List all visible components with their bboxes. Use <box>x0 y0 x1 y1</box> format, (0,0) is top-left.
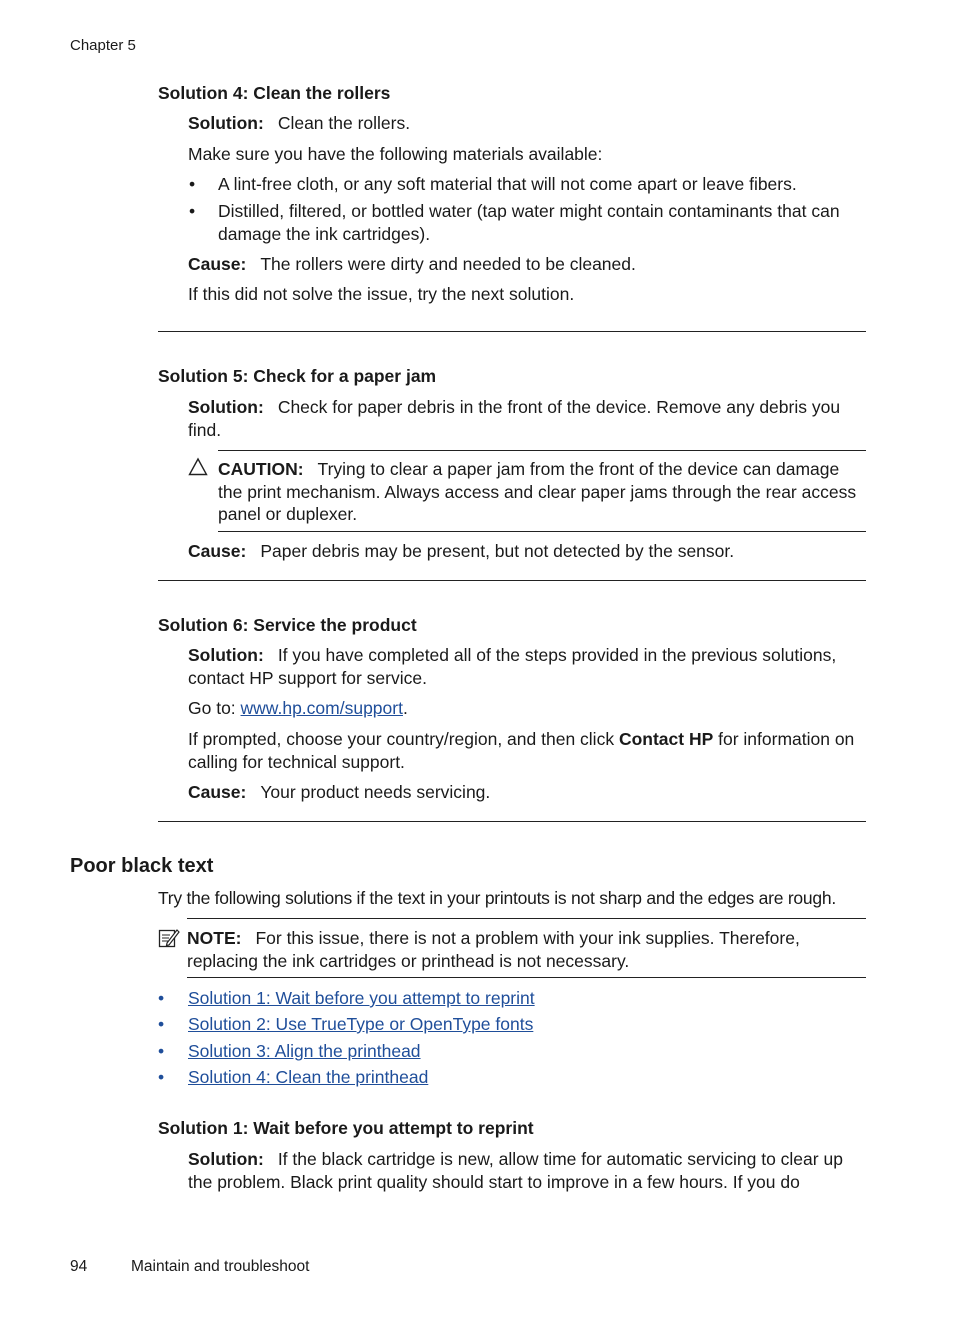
solution-4-heading: Solution 4: Clean the rollers <box>158 83 391 103</box>
solution-label: Solution: <box>188 113 264 133</box>
note-label: NOTE: <box>187 928 242 948</box>
note-box <box>187 927 868 972</box>
solution-4-cause <box>188 253 868 276</box>
goto-suffix: . <box>402 698 408 718</box>
cause-label: Cause: <box>188 782 247 802</box>
materials-intro: Make sure you have the following materials available: <box>188 144 603 164</box>
solution-5-cause <box>188 540 868 563</box>
cause-label: Cause: <box>188 254 247 274</box>
note-top-rule <box>187 918 866 919</box>
solution-text: If you have completed all of the steps provided in the previous solutions, contact HP support for service. <box>188 645 837 688</box>
note-bottom-rule <box>187 977 866 978</box>
solution-6-solution <box>188 644 868 689</box>
solution-5-heading: Solution 5: Check for a paper jam <box>158 366 437 386</box>
materials-item-2: Distilled, filtered, or bottled water (tap water might contain contaminants that can damage the ink cartridges). <box>218 201 840 244</box>
prompt-bold: Contact HP <box>618 729 714 749</box>
cause-text: Your product needs servicing. <box>260 782 491 802</box>
caution-label: CAUTION: <box>218 459 304 479</box>
bullet: • <box>189 201 196 221</box>
note-text: For this issue, there is not a problem with your ink supplies. Therefore, replacing the ink cartridges or printhead is not necessary. <box>187 928 800 971</box>
bullet: • <box>189 174 196 194</box>
caution-triangle-icon <box>188 457 208 477</box>
goto-prefix: Go to: <box>188 698 241 718</box>
bullet: • <box>158 1067 165 1087</box>
cause-text: Paper debris may be present, but not detected by the sensor. <box>260 541 735 561</box>
bullet: • <box>158 988 165 1008</box>
solution-label: Solution: <box>188 645 264 665</box>
solution-text: If the black cartridge is new, allow time for automatic servicing to clear up the problem. Black print quality should start to improve in a few hours. If you do <box>188 1149 843 1192</box>
solution-text: Clean the rollers. <box>277 113 411 133</box>
solution-label: Solution: <box>188 397 264 417</box>
caution-text: Trying to clear a paper jam from the front of the device can damage the print mechanism. Always access and clear paper jams through the rear access panel or duplexer. <box>218 459 857 524</box>
poor-black-text-heading: Poor black text <box>70 855 214 877</box>
solution-5-solution <box>188 396 868 441</box>
goto-line <box>188 697 868 720</box>
solution-6-cause <box>188 781 868 804</box>
link-solution-3[interactable]: Solution 3: Align the printhead <box>188 1041 421 1061</box>
solution-text: Check for paper debris in the front of the device. Remove any debris you find. <box>188 397 841 440</box>
note-pencil-icon <box>158 927 180 949</box>
poor-solution-1-heading: Solution 1: Wait before you attempt to reprint <box>158 1118 534 1138</box>
prompt-pre: If prompted, choose your country/region, and then click <box>188 729 619 749</box>
prompt-post: for information on calling for technical support. <box>188 729 855 772</box>
cause-label: Cause: <box>188 541 247 561</box>
bullet: • <box>158 1041 165 1061</box>
hp-support-link[interactable]: www.hp.com/support <box>240 698 403 718</box>
materials-item-1: A lint-free cloth, or any soft material that will not come apart or leave fibers. <box>218 174 797 194</box>
caution-bottom-rule <box>218 531 866 532</box>
divider <box>158 580 866 581</box>
link-solution-1[interactable]: Solution 1: Wait before you attempt to reprint <box>188 988 535 1008</box>
caution-top-rule <box>218 450 866 451</box>
footer-section: Maintain and troubleshoot <box>131 1258 310 1275</box>
cause-text: The rollers were dirty and needed to be cleaned. <box>260 254 636 274</box>
link-solution-4[interactable]: Solution 4: Clean the printhead <box>188 1067 429 1087</box>
divider <box>158 331 866 332</box>
solution-label: Solution: <box>188 1149 264 1169</box>
caution-box <box>218 458 868 526</box>
link-solution-2[interactable]: Solution 2: Use TrueType or OpenType fonts <box>188 1014 534 1034</box>
solution-6-heading: Solution 6: Service the product <box>158 615 417 635</box>
bullet: • <box>158 1014 165 1034</box>
poor-black-text-intro: Try the following solutions if the text in your printouts is not sharp and the edges are rough. <box>158 888 836 908</box>
prompt-instructions <box>188 728 868 773</box>
poor-solution-1-solution <box>188 1148 868 1193</box>
solution-4-solution <box>188 112 868 135</box>
divider <box>158 821 866 822</box>
next-solution-text: If this did not solve the issue, try the next solution. <box>188 284 575 304</box>
chapter-label: Chapter 5 <box>70 37 136 54</box>
page-number: 94 <box>70 1258 88 1275</box>
